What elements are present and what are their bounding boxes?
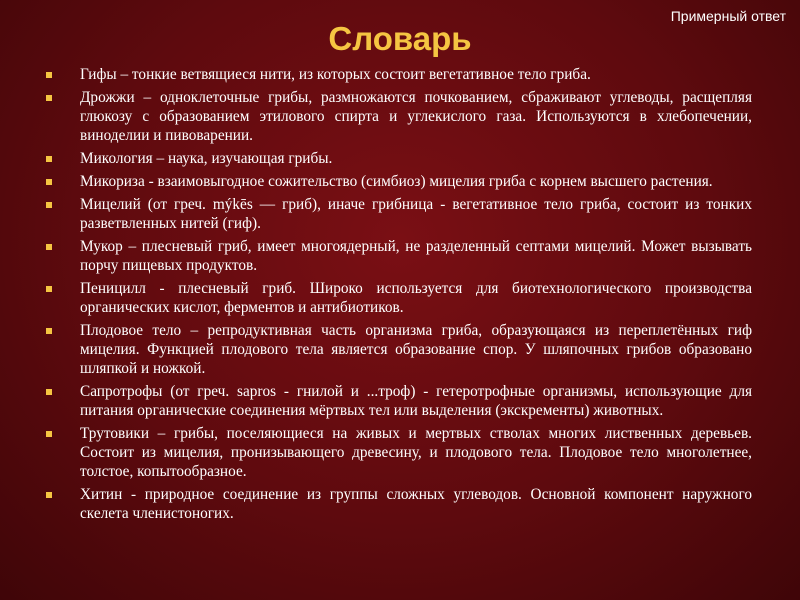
square-bullet-icon (46, 328, 52, 334)
glossary-item (40, 382, 752, 420)
glossary-list (40, 65, 752, 527)
glossary-item-text: Хитин - природное соединение из группы сложных углеводов. Основной компонент наружного скелета членистоногих. (80, 486, 752, 522)
glossary-item-text: Мицелий (от греч. mýkēs — гриб), иначе грибница - вегетативное тело гриба, состоит из тонких разветвленных нитей (гиф). (80, 196, 752, 232)
square-bullet-icon (46, 244, 52, 250)
glossary-item-text: Сапротрофы (от греч. sapros - гнилой и ...троф) - гетеротрофные организмы, использующие для питания органические соединения мёртвых тел или выделения (экскременты) животных. (80, 383, 752, 419)
square-bullet-icon (46, 156, 52, 162)
glossary-item (40, 172, 752, 191)
glossary-item-text: Микология – наука, изучающая грибы. (80, 150, 333, 167)
glossary-item-text: Плодовое тело – репродуктивная часть организма гриба, образующаяся из переплетённых гиф мицелия. Функцией плодового тела является образование спор. У шляпочных грибов образовано шляпкой и ножкой. (80, 322, 752, 377)
glossary-item (40, 321, 752, 378)
glossary-item (40, 424, 752, 481)
glossary-item-text: Дрожжи – одноклеточные грибы, размножаются почкованием, сбраживают углеводы, расщепляя глюкозу с образованием этилового спирта и углекислого газа. Используются в хлебопечении, виноделии и пивоварении. (80, 89, 752, 144)
glossary-item-text: Гифы – тонкие ветвящиеся нити, из которых состоит вегетативное тело гриба. (80, 66, 591, 83)
glossary-item (40, 65, 752, 84)
square-bullet-icon (46, 492, 52, 498)
glossary-item-text: Пеницилл - плесневый гриб. Широко используется для биотехнологического производства органических кислот, ферментов и антибиотиков. (80, 280, 752, 316)
glossary-item (40, 195, 752, 233)
square-bullet-icon (46, 95, 52, 101)
glossary-item (40, 485, 752, 523)
glossary-item (40, 88, 752, 145)
square-bullet-icon (46, 286, 52, 292)
glossary-item-text: Трутовики – грибы, поселяющиеся на живых и мертвых стволах многих лиственных деревьев. Состоит из мицелия, пронизывающего древесину, и плодового тела. Плодовое тело многолетнее, толстое, копытообразное. (80, 425, 752, 480)
square-bullet-icon (46, 72, 52, 78)
glossary-item (40, 237, 752, 275)
square-bullet-icon (46, 389, 52, 395)
square-bullet-icon (46, 202, 52, 208)
square-bullet-icon (46, 431, 52, 437)
glossary-item-text: Микориза - взаимовыгодное сожительство (симбиоз) мицелия гриба с корнем высшего растения. (80, 173, 713, 190)
corner-note: Примерный ответ (670, 8, 786, 24)
square-bullet-icon (46, 179, 52, 185)
slide-title: Словарь (328, 20, 472, 57)
glossary-item (40, 279, 752, 317)
glossary-item (40, 149, 752, 168)
glossary-item-text: Мукор – плесневый гриб, имеет многоядерный, не разделенный септами мицелий. Может вызывать порчу пищевых продуктов. (80, 238, 752, 274)
